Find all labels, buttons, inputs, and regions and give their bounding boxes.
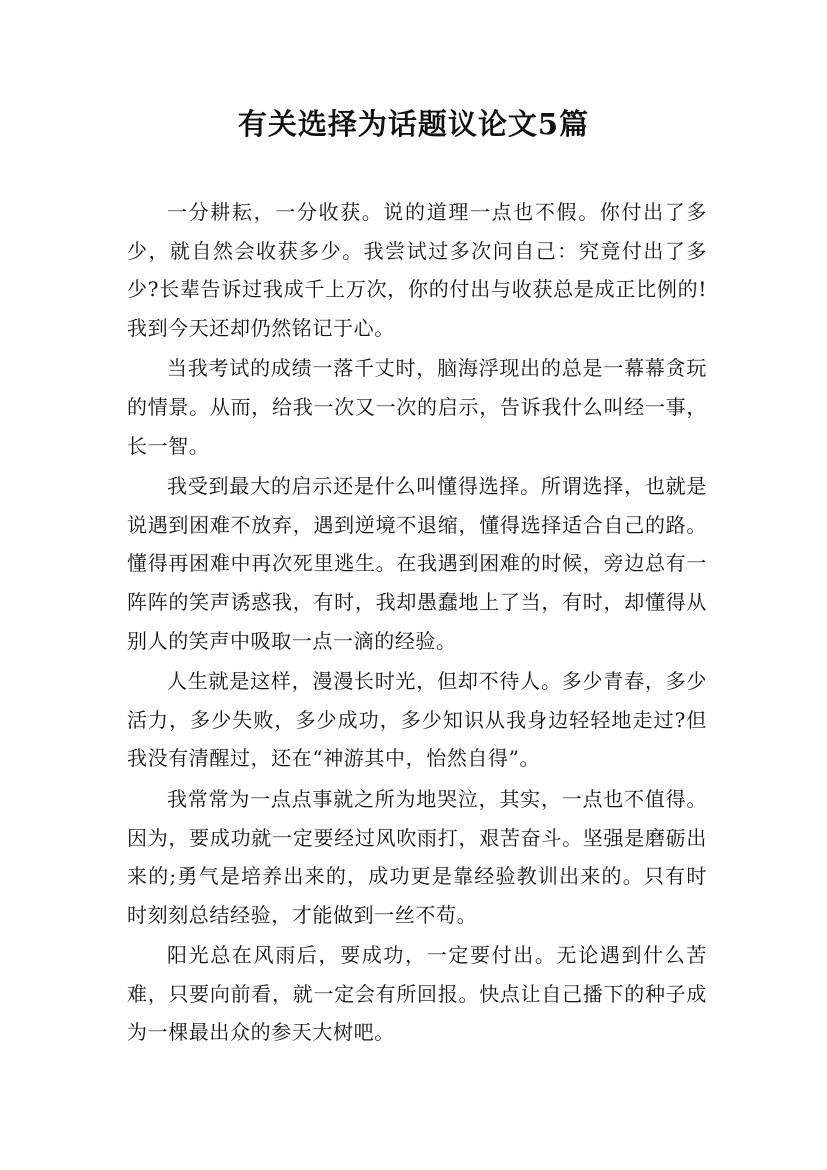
paragraph-2: 当我考试的成绩一落千丈时，脑海浮现出的总是一幕幕贪玩的情景。从而，给我一次又一次的启示，告诉我什么叫经一事，长一智。 [127, 356, 707, 458]
paragraph-1: 一分耕耘，一分收获。说的道理一点也不假。你付出了多少，就自然会收获多少。我尝试过多次问自己：究竟付出了多少?长辈告诉过我成千上万次，你的付出与收获总是成正比例的!我到今天还却仍然铭记于心。 [127, 200, 707, 340]
paragraph-4: 人生就是这样，漫漫长时光，但却不待人。多少青春，多少活力，多少失败，多少成功，多少知识从我身边轻轻地走过?但我没有清醒过，还在“神游其中，怡然自得”。 [127, 669, 707, 771]
document-body [127, 193, 707, 1054]
paragraph-3: 我受到最大的启示还是什么叫懂得选择。所谓选择，也就是说遇到困难不放弃，遇到逆境不退缩，懂得选择适合自己的路。懂得再困难中再次死里逃生。在我遇到困难的时候，旁边总有一阵阵的笑声诱惑我，有时，我却愚蠢地上了当，有时，却懂得从别人的笑声中吸取一点一滴的经验。 [127, 474, 707, 653]
paragraph-5: 我常常为一点点事就之所为地哭泣，其实，一点也不值得。因为，要成功就一定要经过风吹雨打，艰苦奋斗。坚强是磨砺出来的;勇气是培养出来的，成功更是靠经验教训出来的。只有时时刻刻总结经验，才能做到一丝不苟。 [127, 786, 707, 927]
document-title: 有关选择为话题议论文5篇 [237, 107, 590, 141]
paragraph-6: 阳光总在风雨后，要成功，一定要付出。无论遇到什么苦难，只要向前看，就一定会有所回报。快点让自己播下的种子成为一棵最出众的参天大树吧。 [127, 943, 707, 1045]
